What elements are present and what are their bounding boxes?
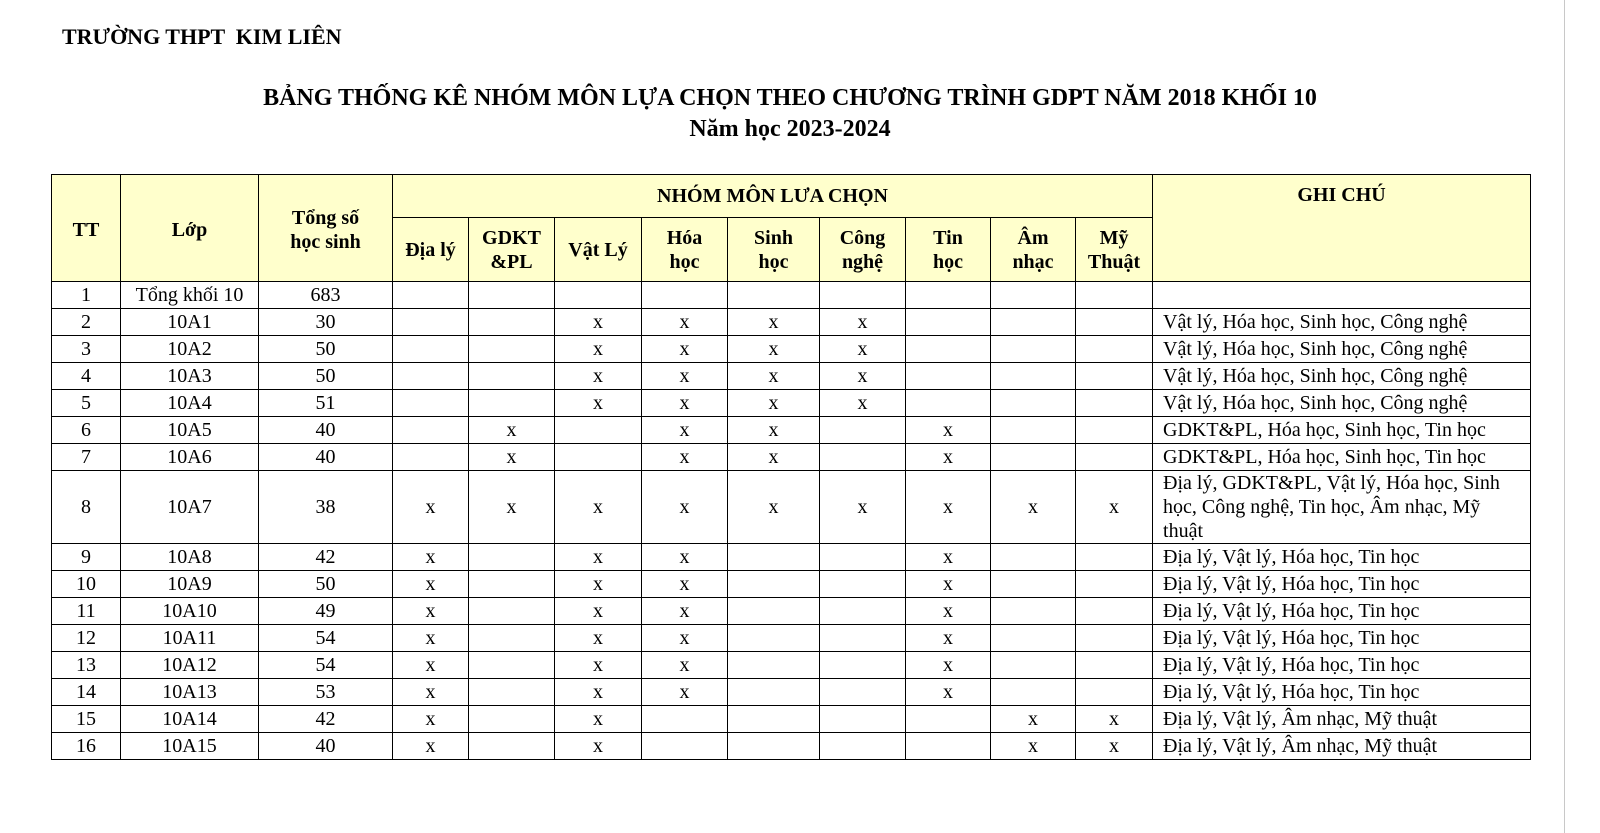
header-subject-label: Vật Lý (568, 238, 628, 261)
cell-mark: x (906, 679, 991, 706)
cell-note: Địa lý, Vật lý, Hóa học, Tin học (1153, 571, 1531, 598)
cell-mark (991, 598, 1076, 625)
cell-mark: x (820, 471, 906, 544)
cell-mark: x (393, 571, 469, 598)
header-subject-label: học (758, 250, 789, 273)
header-subject-group: NHÓM MÔN LƯA CHỌN (393, 175, 1153, 218)
header-subject-label: Công (839, 226, 886, 249)
header-subject-label: học (669, 250, 700, 273)
cell-mark (991, 625, 1076, 652)
cell-class: 10A11 (121, 625, 259, 652)
cell-mark (1076, 625, 1153, 652)
cell-mark (1076, 571, 1153, 598)
cell-tt: 7 (52, 444, 121, 471)
cell-mark (820, 598, 906, 625)
table-row (52, 471, 1531, 544)
cell-mark: x (642, 544, 728, 571)
cell-mark: x (906, 417, 991, 444)
cell-mark (728, 706, 820, 733)
cell-mark: x (555, 390, 642, 417)
cell-mark (906, 282, 991, 309)
cell-class: 10A14 (121, 706, 259, 733)
cell-total: 40 (259, 417, 393, 444)
cell-mark (1076, 390, 1153, 417)
cell-mark (820, 417, 906, 444)
table-body (52, 282, 1531, 760)
cell-mark (991, 679, 1076, 706)
cell-note: Địa lý, Vật lý, Hóa học, Tin học (1153, 679, 1531, 706)
cell-mark (991, 444, 1076, 471)
cell-mark: x (642, 679, 728, 706)
cell-note: GDKT&PL, Hóa học, Sinh học, Tin học (1153, 444, 1531, 471)
cell-tt: 16 (52, 733, 121, 760)
cell-tt: 11 (52, 598, 121, 625)
cell-mark (469, 733, 555, 760)
cell-tt: 12 (52, 625, 121, 652)
cell-mark (1076, 679, 1153, 706)
cell-mark (991, 652, 1076, 679)
cell-tt: 14 (52, 679, 121, 706)
table-row (52, 652, 1531, 679)
cell-class: Tổng khối 10 (121, 282, 259, 309)
cell-tt: 15 (52, 706, 121, 733)
header-subject-label: Âm (1017, 226, 1049, 249)
cell-mark (820, 625, 906, 652)
cell-mark: x (728, 417, 820, 444)
cell-mark: x (728, 390, 820, 417)
cell-mark (469, 625, 555, 652)
cell-mark: x (393, 625, 469, 652)
cell-class: 10A7 (121, 471, 259, 544)
cell-mark (642, 733, 728, 760)
cell-mark: x (555, 652, 642, 679)
cell-mark: x (469, 444, 555, 471)
cell-mark: x (991, 706, 1076, 733)
cell-class: 10A2 (121, 336, 259, 363)
cell-mark: x (642, 598, 728, 625)
header-subject (642, 218, 728, 282)
cell-mark: x (906, 598, 991, 625)
cell-total: 53 (259, 679, 393, 706)
cell-mark: x (1076, 471, 1153, 544)
cell-mark (820, 544, 906, 571)
cell-mark: x (642, 471, 728, 544)
cell-mark (1076, 652, 1153, 679)
cell-total: 42 (259, 544, 393, 571)
cell-mark (906, 336, 991, 363)
cell-mark (469, 598, 555, 625)
cell-mark (820, 571, 906, 598)
cell-total: 54 (259, 652, 393, 679)
table-row (52, 336, 1531, 363)
cell-mark (820, 679, 906, 706)
cell-mark (1076, 598, 1153, 625)
cell-total: 51 (259, 390, 393, 417)
cell-mark (642, 282, 728, 309)
cell-note: Vật lý, Hóa học, Sinh học, Công nghệ (1153, 363, 1531, 390)
header-subject-label: học (933, 250, 963, 273)
cell-mark: x (642, 309, 728, 336)
table-row (52, 679, 1531, 706)
table-row (52, 706, 1531, 733)
cell-mark (642, 706, 728, 733)
cell-mark (906, 390, 991, 417)
header-subject-label: Mỹ (1099, 226, 1129, 249)
cell-mark (1076, 444, 1153, 471)
cell-mark (469, 679, 555, 706)
cell-mark (906, 706, 991, 733)
header-subject (906, 218, 991, 282)
cell-mark (555, 282, 642, 309)
cell-note: Địa lý, Vật lý, Hóa học, Tin học (1153, 625, 1531, 652)
cell-mark: x (642, 363, 728, 390)
cell-class: 10A6 (121, 444, 259, 471)
cell-mark: x (555, 679, 642, 706)
cell-mark (728, 571, 820, 598)
cell-mark: x (642, 390, 728, 417)
cell-mark (469, 652, 555, 679)
cell-mark: x (555, 363, 642, 390)
header-subject-label: Sinh (754, 226, 793, 249)
cell-class: 10A5 (121, 417, 259, 444)
cell-total: 49 (259, 598, 393, 625)
cell-mark (906, 309, 991, 336)
cell-mark: x (906, 471, 991, 544)
cell-mark (1076, 282, 1153, 309)
cell-total: 50 (259, 363, 393, 390)
table-row (52, 598, 1531, 625)
cell-mark: x (393, 598, 469, 625)
cell-mark: x (728, 309, 820, 336)
cell-mark (820, 444, 906, 471)
cell-mark: x (906, 625, 991, 652)
cell-mark: x (642, 417, 728, 444)
table-header (52, 175, 1531, 282)
document-title: BẢNG THỐNG KÊ NHÓM MÔN LỰA CHỌN THEO CHƯƠNG TRÌNH GDPT NĂM 2018 KHỐI 10 (263, 85, 1317, 111)
cell-mark (469, 336, 555, 363)
cell-tt: 8 (52, 471, 121, 544)
cell-mark: x (555, 733, 642, 760)
cell-mark: x (906, 544, 991, 571)
cell-mark: x (393, 652, 469, 679)
cell-mark (469, 363, 555, 390)
header-total-students (259, 175, 393, 282)
cell-mark (393, 390, 469, 417)
cell-note: Địa lý, Vật lý, Âm nhạc, Mỹ thuật (1153, 706, 1531, 733)
cell-note: Vật lý, Hóa học, Sinh học, Công nghệ (1153, 390, 1531, 417)
cell-mark: x (991, 471, 1076, 544)
cell-mark (728, 733, 820, 760)
cell-mark (1076, 336, 1153, 363)
table-row (52, 625, 1531, 652)
cell-note: Địa lý, Vật lý, Âm nhạc, Mỹ thuật (1153, 733, 1531, 760)
header-subject (393, 218, 469, 282)
cell-total: 42 (259, 706, 393, 733)
cell-mark: x (728, 336, 820, 363)
cell-tt: 2 (52, 309, 121, 336)
cell-class: 10A9 (121, 571, 259, 598)
cell-mark (393, 336, 469, 363)
cell-mark: x (820, 390, 906, 417)
cell-total: 50 (259, 571, 393, 598)
header-tt: TT (52, 175, 121, 282)
cell-tt: 13 (52, 652, 121, 679)
cell-tt: 5 (52, 390, 121, 417)
cell-tt: 10 (52, 571, 121, 598)
cell-mark (469, 544, 555, 571)
cell-mark: x (555, 336, 642, 363)
document-subtitle: Năm học 2023-2024 (689, 116, 891, 142)
cell-mark (991, 571, 1076, 598)
cell-mark (555, 444, 642, 471)
cell-mark: x (555, 706, 642, 733)
cell-class: 10A10 (121, 598, 259, 625)
cell-tt: 9 (52, 544, 121, 571)
cell-mark: x (393, 706, 469, 733)
cell-mark: x (642, 652, 728, 679)
cell-mark (991, 363, 1076, 390)
cell-mark: x (642, 336, 728, 363)
cell-class: 10A3 (121, 363, 259, 390)
cell-mark (1076, 544, 1153, 571)
cell-mark: x (393, 679, 469, 706)
cell-mark: x (469, 417, 555, 444)
cell-mark: x (555, 625, 642, 652)
cell-mark (728, 282, 820, 309)
cell-mark (820, 733, 906, 760)
header-class: Lớp (121, 175, 259, 282)
cell-mark: x (820, 309, 906, 336)
table-row (52, 309, 1531, 336)
cell-mark (991, 390, 1076, 417)
cell-mark (555, 417, 642, 444)
cell-mark: x (1076, 706, 1153, 733)
header-subject (991, 218, 1076, 282)
cell-tt: 3 (52, 336, 121, 363)
cell-tt: 6 (52, 417, 121, 444)
cell-mark (728, 679, 820, 706)
cell-mark (728, 544, 820, 571)
table-row (52, 733, 1531, 760)
cell-total: 683 (259, 282, 393, 309)
page-edge-divider (1564, 0, 1565, 833)
cell-class: 10A1 (121, 309, 259, 336)
header-subject (555, 218, 642, 282)
cell-mark: x (469, 471, 555, 544)
cell-class: 10A13 (121, 679, 259, 706)
cell-mark (393, 309, 469, 336)
cell-mark: x (1076, 733, 1153, 760)
cell-total: 50 (259, 336, 393, 363)
header-subject (469, 218, 555, 282)
cell-mark: x (728, 444, 820, 471)
cell-mark (728, 652, 820, 679)
cell-mark: x (555, 309, 642, 336)
table-row (52, 363, 1531, 390)
table-row (52, 544, 1531, 571)
header-subject-label: nhạc (1012, 250, 1054, 273)
cell-mark (991, 417, 1076, 444)
table-row (52, 444, 1531, 471)
cell-class: 10A15 (121, 733, 259, 760)
header-subject-label: GDKT (482, 226, 541, 249)
cell-mark: x (393, 733, 469, 760)
header-subject-label: &PL (490, 250, 533, 273)
cell-mark: x (393, 544, 469, 571)
cell-mark (820, 282, 906, 309)
cell-mark (469, 390, 555, 417)
header-subject-label: Hóa (666, 226, 703, 249)
cell-mark: x (642, 625, 728, 652)
header-subject-label: Địa lý (405, 238, 456, 261)
cell-mark (393, 417, 469, 444)
cell-mark: x (820, 363, 906, 390)
cell-note: Địa lý, Vật lý, Hóa học, Tin học (1153, 652, 1531, 679)
cell-mark (469, 282, 555, 309)
cell-mark: x (555, 598, 642, 625)
header-subject (728, 218, 820, 282)
cell-mark: x (642, 571, 728, 598)
cell-mark: x (642, 444, 728, 471)
cell-mark (393, 282, 469, 309)
cell-mark: x (820, 336, 906, 363)
cell-note (1153, 282, 1531, 309)
cell-note: GDKT&PL, Hóa học, Sinh học, Tin học (1153, 417, 1531, 444)
cell-note: Địa lý, Vật lý, Hóa học, Tin học (1153, 544, 1531, 571)
header-subject (1076, 218, 1153, 282)
cell-mark (991, 544, 1076, 571)
cell-mark (906, 363, 991, 390)
cell-mark (991, 282, 1076, 309)
cell-mark (469, 706, 555, 733)
cell-mark (820, 652, 906, 679)
cell-total: 40 (259, 444, 393, 471)
cell-mark: x (906, 571, 991, 598)
cell-class: 10A8 (121, 544, 259, 571)
header-subject-label: Thuật (1087, 250, 1141, 273)
cell-mark (991, 336, 1076, 363)
cell-mark: x (555, 571, 642, 598)
cell-mark: x (991, 733, 1076, 760)
cell-mark (991, 309, 1076, 336)
header-total-line2: học sinh (290, 231, 361, 253)
cell-note: Vật lý, Hóa học, Sinh học, Công nghệ (1153, 309, 1531, 336)
cell-mark (1076, 309, 1153, 336)
header-subject (820, 218, 906, 282)
cell-class: 10A4 (121, 390, 259, 417)
cell-note: Địa lý, Vật lý, Hóa học, Tin học (1153, 598, 1531, 625)
cell-mark: x (906, 444, 991, 471)
cell-mark (906, 733, 991, 760)
header-total-line1: Tổng số (291, 207, 360, 229)
cell-total: 38 (259, 471, 393, 544)
header-note: GHI CHÚ (1153, 175, 1531, 282)
cell-note: Địa lý, GDKT&PL, Vật lý, Hóa học, Sinh học, Công nghệ, Tin học, Âm nhạc, Mỹ thuật (1153, 471, 1531, 544)
cell-total: 30 (259, 309, 393, 336)
cell-mark (820, 706, 906, 733)
header-subject-label: Tin (933, 226, 963, 249)
cell-mark: x (728, 363, 820, 390)
table-row (52, 417, 1531, 444)
cell-note: Vật lý, Hóa học, Sinh học, Công nghệ (1153, 336, 1531, 363)
cell-class: 10A12 (121, 652, 259, 679)
cell-mark (1076, 417, 1153, 444)
cell-tt: 4 (52, 363, 121, 390)
cell-tt: 1 (52, 282, 121, 309)
table-row (52, 571, 1531, 598)
cell-mark (728, 598, 820, 625)
cell-mark (393, 444, 469, 471)
cell-mark (469, 309, 555, 336)
header-subject-label: nghệ (841, 250, 884, 273)
cell-mark (469, 571, 555, 598)
table-row (52, 282, 1531, 309)
school-name: TRƯỜNG THPT KIM LIÊN (62, 24, 342, 49)
cell-mark: x (906, 652, 991, 679)
cell-mark: x (555, 471, 642, 544)
cell-mark (728, 625, 820, 652)
statistics-table (51, 174, 1531, 760)
table-row (52, 390, 1531, 417)
cell-mark: x (555, 544, 642, 571)
cell-total: 54 (259, 625, 393, 652)
cell-mark: x (393, 471, 469, 544)
cell-mark (1076, 363, 1153, 390)
cell-mark: x (728, 471, 820, 544)
cell-mark (393, 363, 469, 390)
cell-total: 40 (259, 733, 393, 760)
